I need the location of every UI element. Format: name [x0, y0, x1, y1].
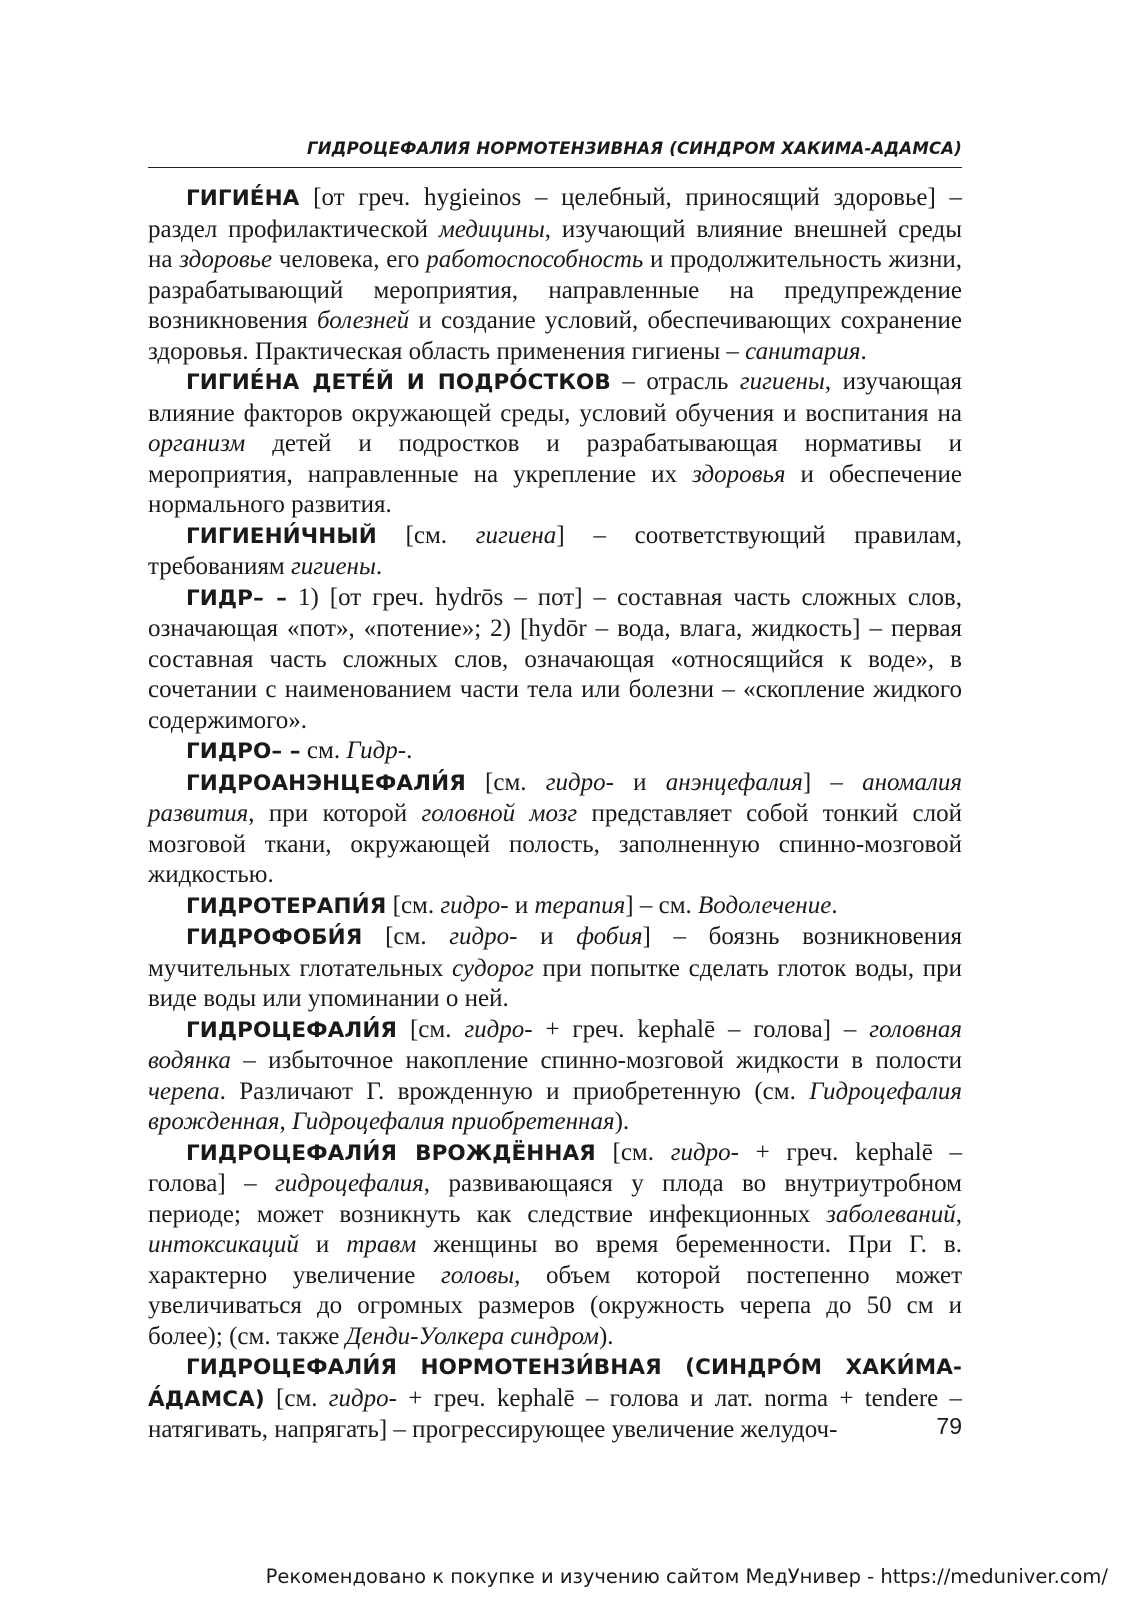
cross-reference: черепа: [148, 1077, 220, 1105]
entry-text: и обеспечение нормального развития.: [148, 460, 962, 518]
headword: ГИДРОФОБИ́Я: [186, 925, 363, 950]
entry-text: , изучающий влияние внешней среды на: [148, 215, 963, 273]
cross-reference: гидро-: [328, 1384, 397, 1412]
entry-text: [см.: [386, 891, 441, 919]
cross-reference: организм: [148, 430, 246, 457]
entry-text: , объем которой постепенно может увеличиваться до огромных размеров (окружность черепа до 50 см и более); (см. также: [148, 1261, 962, 1350]
entry-gigiena-detej: [148, 367, 962, 521]
entry-text: [см.: [264, 1384, 329, 1412]
cross-reference: Денди-Уолкера синдром: [345, 1322, 599, 1350]
entry-text: .: [860, 337, 867, 365]
cross-reference: гидро-: [440, 891, 509, 919]
entry-text: [от греч. hygieinos – целебный, приносящий здоровье] – раздел профилактической: [148, 184, 962, 243]
cross-reference: гидро-: [449, 923, 518, 950]
cross-reference: гигиены: [290, 553, 376, 580]
entry-text: ] – боязнь возникновения мучительных глотательных: [148, 923, 962, 982]
entry-text: [см.: [465, 768, 546, 796]
cross-reference: головная водянка: [148, 1015, 962, 1074]
entry-text: ).: [614, 1108, 630, 1135]
cross-reference: травм: [346, 1231, 417, 1258]
entry-text: ] – см.: [625, 891, 699, 919]
headword: ГИДРОАНЭНЦЕФАЛИ́Я: [186, 770, 466, 796]
entry-text: – отрасль: [610, 368, 740, 395]
cross-reference: Гидроцефалия врожденная: [148, 1077, 962, 1135]
page-number: 79: [936, 1413, 962, 1439]
entry-text: и продолжительность жизни, разрабатывающий мероприятия, направленные на предупреждение возникновения: [148, 246, 962, 334]
entry-text: см.: [300, 737, 347, 764]
footer-recommendation: Рекомендовано к покупке и изучению сайтом МедУнивер - https://meduniver.com/: [265, 1565, 1108, 1588]
entry-text: ,: [279, 1108, 292, 1135]
entry-gigiena: [148, 183, 962, 367]
entry-text: и: [508, 891, 535, 919]
cross-reference: гидро-: [670, 1138, 739, 1166]
entry-text: ,: [955, 1200, 962, 1228]
cross-reference: анэнцефалия: [665, 768, 803, 796]
headword: ГИГИЕ́НА: [186, 186, 300, 211]
entry-gidr: [148, 583, 962, 737]
entry-text: .: [375, 553, 383, 580]
entry-text: + греч. kephalē – голова] –: [532, 1015, 870, 1043]
header-rule: [148, 167, 962, 168]
entry-text: и создание условий, обеспечивающих сохранение здоровья. Практическая область применения гигиены –: [148, 307, 962, 365]
entry-text: 1) [от греч. hydrōs – пот] – составная часть сложных слов, означающая «пот», «потение»; 2) [hydōr – вода, влага, жидкость] – первая составная часть сложных слов, означающая «относящийся к воде», в сочетании с наименованием части тела или болезни – «скопление жидкого содержимого».: [148, 583, 962, 734]
headword: ГИДРОЦЕФАЛИ́Я: [186, 1017, 398, 1043]
entry-text: + греч. kephalē – голова и лат. norma + tendere – натягивать, напрягать] – прогрессирующее увеличение желудоч-: [148, 1384, 963, 1443]
headword: ГИДРОЦЕФАЛИ́Я НОРМОТЕНЗИ́ВНАЯ (СИНДРО́М ХАКИ́МА-А́ДАМСА): [148, 1355, 962, 1412]
headword: ГИДРОТЕРАПИ́Я: [186, 893, 387, 919]
entry-gidroanencefaliya: [148, 768, 962, 891]
cross-reference: гигиена: [475, 521, 557, 549]
cross-reference: гидро-: [464, 1015, 533, 1043]
entry-text: ] – соответствующий правилам, требованиям: [148, 521, 962, 580]
entry-text: [см.: [362, 923, 450, 950]
entry-text: [см.: [595, 1138, 671, 1166]
cross-reference: гигиены: [739, 368, 825, 395]
headword: ГИДР– –: [186, 585, 288, 611]
headword: ГИГИЕНИ́ЧНЫЙ: [186, 523, 377, 549]
entry-gigienichnyj: [148, 521, 962, 583]
entry-text: , изучающая влияние факторов окружающей среды, условий обучения и воспитания на: [148, 368, 962, 427]
cross-reference: гидроцефалия: [275, 1170, 424, 1197]
entry-text: [см.: [397, 1015, 465, 1043]
entry-text: при попытке сделать глоток воды, при виде воды или упоминании о ней.: [148, 954, 962, 1012]
headword: ГИГИЕ́НА ДЕТЕ́Й И ПОДРО́СТКОВ: [186, 370, 611, 395]
cross-reference: заболеваний: [826, 1200, 956, 1228]
entry-gidrocefaliya: [148, 1015, 962, 1138]
cross-reference: терапия: [534, 891, 626, 919]
entry-text: + греч. kephalē – голова] –: [148, 1138, 962, 1197]
entry-text: – избыточное накопление спинно-мозговой жидкости в полости: [230, 1047, 962, 1074]
cross-reference: работоспособность: [426, 246, 644, 273]
entry-text: и: [517, 923, 577, 950]
entry-text: представляет собой тонкий слой мозговой ткани, окружающей полость, заполненную спинно-мозговой жидкостью.: [148, 800, 962, 888]
cross-reference: интоксикаций: [148, 1231, 299, 1258]
cross-reference: Водолечение: [698, 891, 832, 919]
entry-text: женщины во время беременности. При Г. в. характерно увеличение: [148, 1231, 962, 1289]
cross-reference: болезней: [317, 307, 410, 334]
dictionary-body: [148, 183, 962, 1446]
cross-reference: медицины: [438, 215, 545, 243]
cross-reference: головы: [441, 1261, 515, 1289]
cross-reference: фобия: [576, 923, 643, 950]
entry-text: человека, его: [272, 246, 427, 273]
entry-text: ).: [598, 1322, 614, 1350]
cross-reference: Гидроцефалия приобретенная: [291, 1108, 615, 1135]
entry-text: . Различают Г. врожденную и приобретенную (см.: [219, 1077, 810, 1105]
entry-text: , при которой: [248, 800, 422, 827]
cross-reference: здоровье: [179, 246, 273, 273]
entry-text: и: [613, 768, 666, 796]
entry-text: , развивающаяся у плода во внутриутробном периоде; может возникнуть как следствие инфекционных: [148, 1170, 962, 1228]
cross-reference: гидро-: [545, 768, 614, 796]
cross-reference: головной мозг: [421, 800, 578, 827]
entry-text: детей и подростков и разрабатывающая нормативы и мероприятия, направленные на укрепление их: [148, 430, 962, 488]
entry-gidrocefaliya-vrozhdennaya: [148, 1138, 962, 1353]
entry-gidrofobiya: [148, 922, 962, 1015]
cross-reference: здоровья: [692, 460, 786, 488]
cross-reference: Гидр-: [346, 737, 407, 764]
entry-text: .: [831, 891, 838, 919]
entry-text: .: [406, 737, 413, 764]
cross-reference: судорог: [452, 954, 534, 982]
entry-text: ] –: [802, 768, 863, 796]
entry-gidroterapiya: [148, 891, 962, 923]
cross-reference: аномалия развития: [148, 768, 962, 827]
entry-text: и: [298, 1231, 347, 1258]
headword: ГИДРО– –: [186, 739, 301, 764]
entry-text: [см.: [376, 521, 476, 549]
cross-reference: санитария: [745, 337, 861, 365]
headword: ГИДРОЦЕФАЛИ́Я ВРОЖДЁННАЯ: [186, 1140, 596, 1166]
running-head: ГИДРОЦЕФАЛИЯ НОРМОТЕНЗИВНАЯ (СИНДРОМ ХАКИМА-АДАМСА): [306, 139, 962, 158]
entry-gidro: [148, 736, 962, 768]
